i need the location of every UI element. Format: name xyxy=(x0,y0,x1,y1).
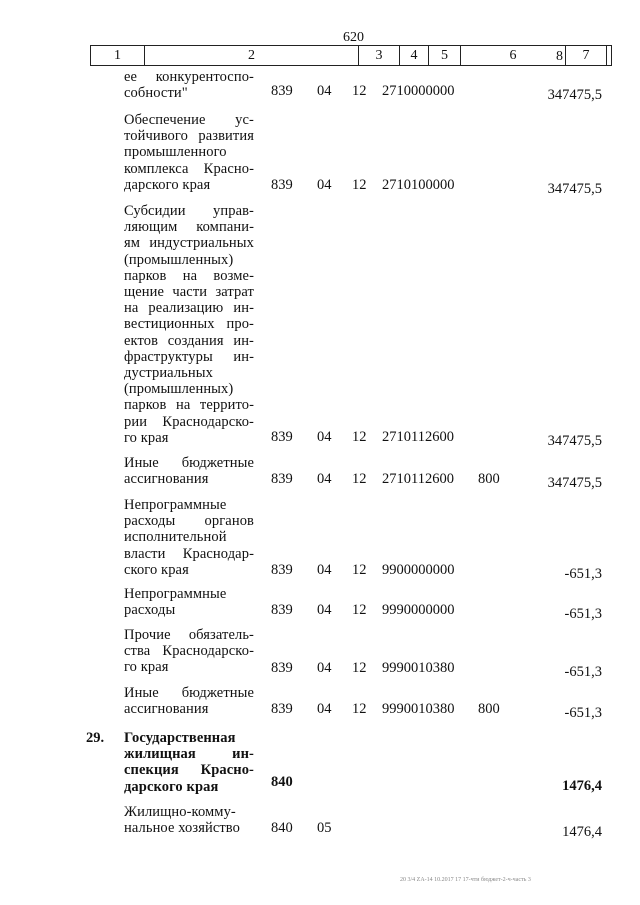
description-line: нальное хозяйство xyxy=(124,820,240,837)
description-line: Жилищно-комму- xyxy=(124,804,236,820)
description-line: дарского края xyxy=(124,176,211,193)
description-line: Обеспечение ус- xyxy=(124,112,254,128)
cell-c5: 12 xyxy=(352,83,367,99)
cell-c5: 12 xyxy=(352,562,367,578)
cell-c8: 1476,4 xyxy=(562,778,602,794)
cell-c6: 2710100000 xyxy=(382,177,455,193)
description-line: вестиционных про- xyxy=(124,316,254,333)
cell-c6: 9990010380 xyxy=(382,701,455,717)
cell-c3: 839 xyxy=(271,471,293,487)
description-line: Государственная xyxy=(124,730,236,746)
cell-c4: 04 xyxy=(317,471,332,487)
description-line: собности" xyxy=(124,85,188,102)
header-col-3: 3 xyxy=(359,46,400,65)
row-description xyxy=(124,455,254,487)
table-header xyxy=(90,45,612,66)
header-col-2: 2 xyxy=(145,46,359,65)
row-description xyxy=(124,497,254,578)
footer-stamp: 20 3/4 ZA-14 10.2017 17 17-чти бюджет-2-ч-часть 3 xyxy=(400,877,531,883)
header-col-5: 5 xyxy=(429,46,461,65)
cell-c6: 9900000000 xyxy=(382,562,455,578)
cell-c4: 04 xyxy=(317,177,332,193)
cell-c4: 05 xyxy=(317,820,332,836)
description-line: тойчивого развития xyxy=(124,128,254,145)
description-line: ее конкурентоспо- xyxy=(124,69,254,85)
cell-c7: 800 xyxy=(478,701,500,717)
cell-c3: 839 xyxy=(271,177,293,193)
description-line: ассигнования xyxy=(124,471,209,488)
header-col-8: 8 xyxy=(556,49,563,64)
cell-c3: 839 xyxy=(271,660,293,676)
description-line: дустриальных xyxy=(124,365,213,382)
description-line: (промышленных) xyxy=(124,251,234,268)
description-line: (промышленных) xyxy=(124,381,234,398)
description-line: го края xyxy=(124,659,169,676)
cell-c4: 04 xyxy=(317,660,332,676)
description-line: власти Краснодар- xyxy=(124,545,254,562)
section-number: 29. xyxy=(86,730,105,746)
cell-c3: 840 xyxy=(271,774,293,790)
description-line: щение части затрат xyxy=(124,284,254,301)
cell-c3: 839 xyxy=(271,429,293,445)
cell-c8: -651,3 xyxy=(564,664,602,680)
header-col-4: 4 xyxy=(400,46,429,65)
cell-c8: 347475,5 xyxy=(547,87,602,103)
description-line: дарского края xyxy=(124,778,219,795)
cell-c8: 1476,4 xyxy=(562,824,602,840)
description-line: исполнительной xyxy=(124,529,227,546)
cell-c8: -651,3 xyxy=(564,606,602,622)
description-line: Субсидии управ- xyxy=(124,203,254,219)
description-line: ства Краснодарско- xyxy=(124,643,254,660)
row-description xyxy=(124,112,254,193)
description-line: парков на террито- xyxy=(124,397,254,414)
cell-c6: 9990010380 xyxy=(382,660,455,676)
cell-c6: 9990000000 xyxy=(382,602,455,618)
header-col-1: 1 xyxy=(91,46,145,65)
cell-c8: 347475,5 xyxy=(547,181,602,197)
cell-c5: 12 xyxy=(352,471,367,487)
row-description xyxy=(124,730,254,795)
cell-c3: 839 xyxy=(271,602,293,618)
description-line: фраструктуры ин- xyxy=(124,348,254,365)
description-line: парков на возме- xyxy=(124,267,254,284)
header-col-8-spacer xyxy=(607,46,611,65)
cell-c4: 04 xyxy=(317,602,332,618)
description-line: промышленного xyxy=(124,144,227,161)
cell-c5: 12 xyxy=(352,701,367,717)
cell-c8: 347475,5 xyxy=(547,475,602,491)
cell-c4: 04 xyxy=(317,83,332,99)
description-line: ассигнования xyxy=(124,701,209,718)
description-line: комплекса Красно- xyxy=(124,160,254,177)
description-line: ям индустриальных xyxy=(124,235,254,252)
cell-c7: 800 xyxy=(478,471,500,487)
cell-c5: 12 xyxy=(352,660,367,676)
cell-c6: 2710112600 xyxy=(382,471,454,487)
cell-c8: -651,3 xyxy=(564,566,602,582)
description-line: Иные бюджетные xyxy=(124,455,254,471)
cell-c5: 12 xyxy=(352,177,367,193)
description-line: рии Краснодарско- xyxy=(124,413,254,430)
cell-c8: 347475,5 xyxy=(547,433,602,449)
row-description xyxy=(124,203,254,446)
row-description xyxy=(124,627,254,676)
description-line: жилищная ин- xyxy=(124,746,254,763)
description-line: Непрограммные xyxy=(124,497,227,513)
cell-c5: 12 xyxy=(352,602,367,618)
description-line: ектов создания ин- xyxy=(124,332,254,349)
description-line: Прочие обязатель- xyxy=(124,627,254,643)
cell-c6: 2710000000 xyxy=(382,83,455,99)
description-line: Непрограммные xyxy=(124,586,227,602)
cell-c3: 840 xyxy=(271,820,293,836)
cell-c6: 2710112600 xyxy=(382,429,454,445)
page-number: 620 xyxy=(343,30,364,45)
description-line: ляющим компани- xyxy=(124,219,254,236)
row-description xyxy=(124,586,254,618)
cell-c3: 839 xyxy=(271,83,293,99)
cell-c4: 04 xyxy=(317,701,332,717)
description-line: Иные бюджетные xyxy=(124,685,254,701)
header-col-6: 6 xyxy=(461,46,566,65)
description-line: расходы xyxy=(124,602,176,619)
cell-c8: -651,3 xyxy=(564,705,602,721)
cell-c4: 04 xyxy=(317,429,332,445)
description-line: спекция Красно- xyxy=(124,762,254,779)
description-line: расходы органов xyxy=(124,513,254,530)
row-description xyxy=(124,69,254,101)
cell-c3: 839 xyxy=(271,701,293,717)
description-line: го края xyxy=(124,429,169,446)
cell-c3: 839 xyxy=(271,562,293,578)
description-line: на реализацию ин- xyxy=(124,300,254,317)
row-description xyxy=(124,804,254,836)
cell-c4: 04 xyxy=(317,562,332,578)
description-line: ского края xyxy=(124,561,189,578)
row-description xyxy=(124,685,254,717)
header-col-7: 7 xyxy=(566,46,607,65)
cell-c5: 12 xyxy=(352,429,367,445)
